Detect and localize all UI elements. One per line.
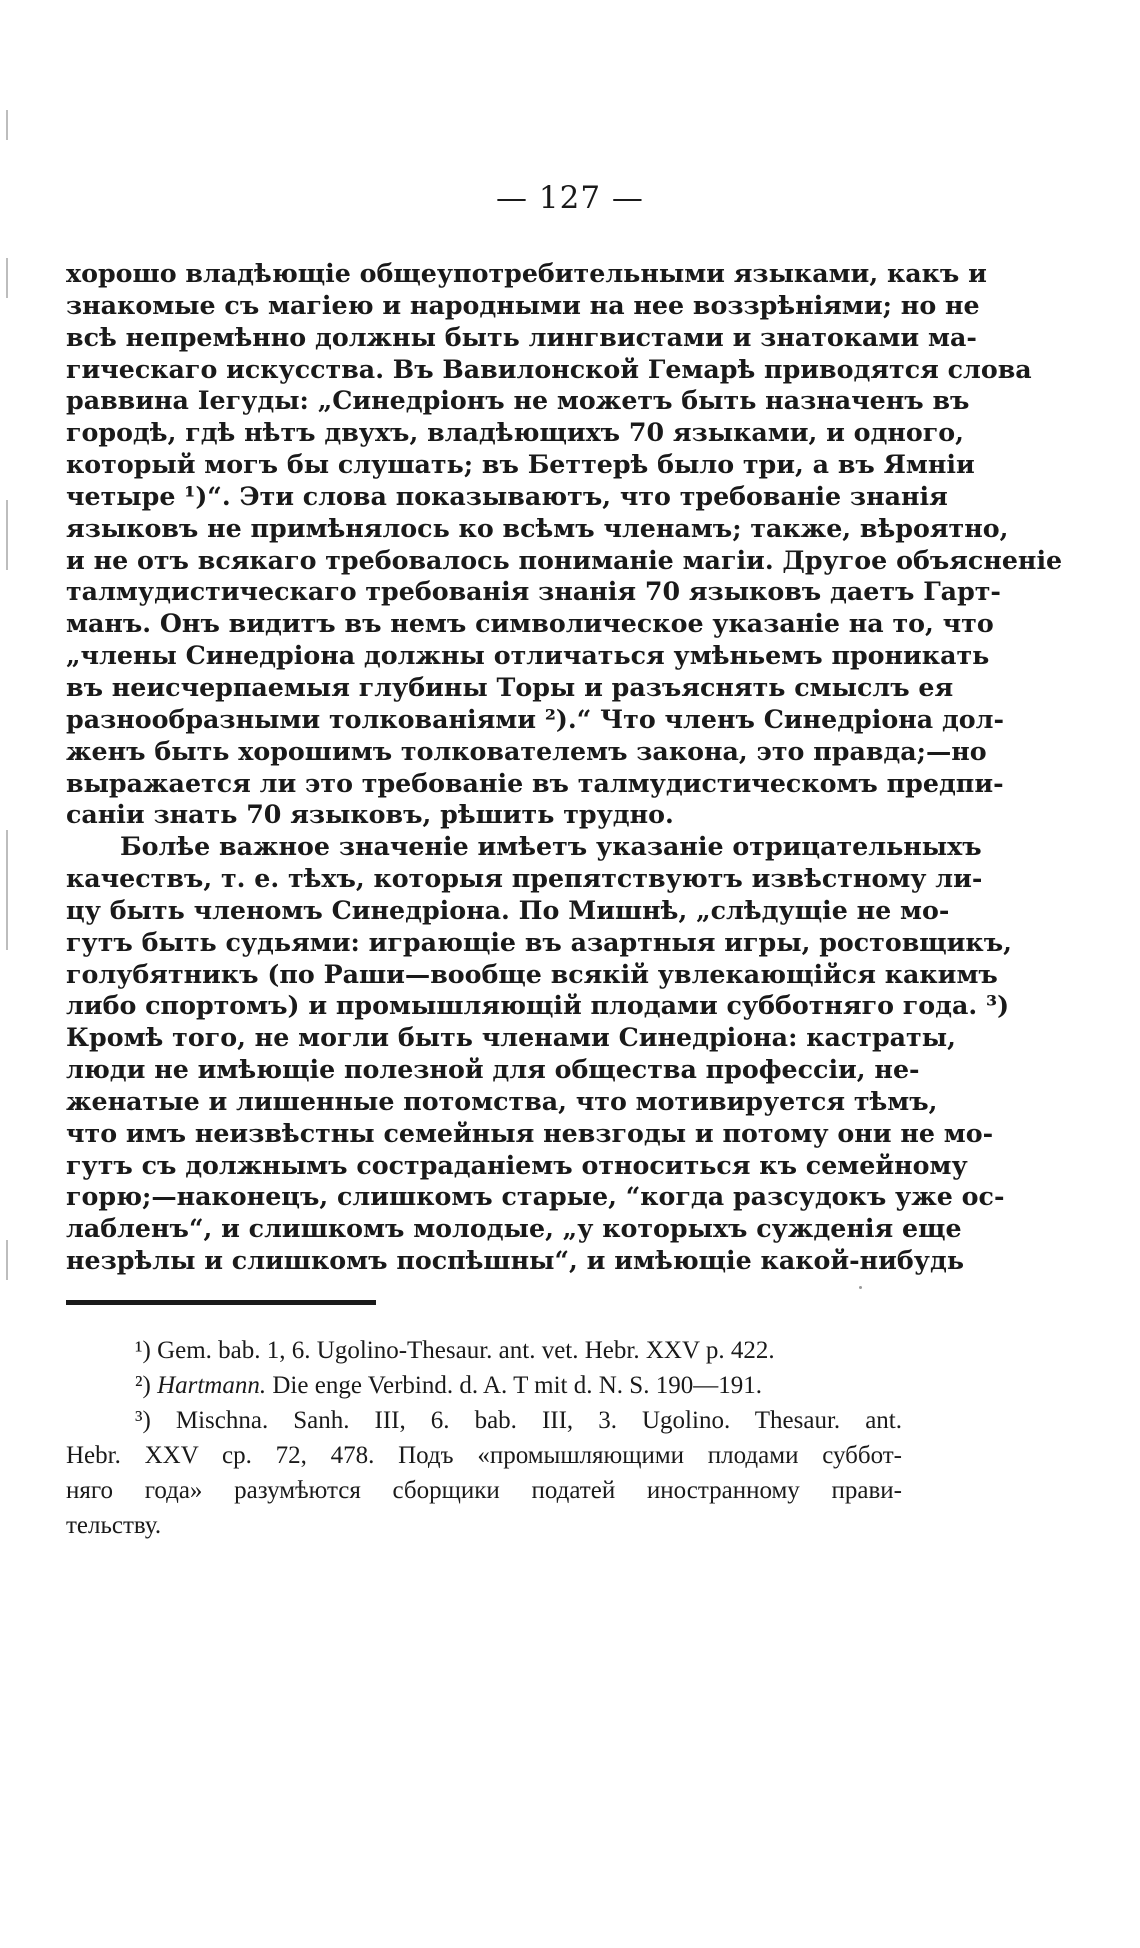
text-line: лабленъ“, и слишкомъ молодые, „у которыхъ сужденія еще <box>66 1213 962 1244</box>
text-line: качествъ, т. е. тѣхъ, которыя препятствуютъ извѣстному ли- <box>66 863 983 894</box>
text-line: что имъ неизвѣстны семейныя невзгоды и потому они не мо- <box>66 1117 994 1148</box>
text-line: манъ. Онъ видитъ въ немъ символическое указаніе на то, что <box>66 608 994 639</box>
footnote-1: ¹) Gem. bab. 1, 6. Ugolino-Thesaur. ant. vet. Hebr. XXV p. 422. <box>135 1337 775 1364</box>
page-number: — 127 — <box>496 180 644 216</box>
footnote-3-cont: Hebr. XXV ср. 72, 478. Подъ «промышляющими плодами суббот- <box>66 1442 902 1469</box>
footnote-2-text: Die enge Verbind. d. A. T mit d. N. S. 190—191. <box>272 1372 762 1399</box>
text-line: въ неисчерпаемыя глубины Торы и разъяснять смыслъ ея <box>66 671 954 702</box>
text-line: горю;—наконецъ, слишкомъ старые, “когда разсудокъ уже ос- <box>66 1181 1005 1212</box>
text-line: всѣ непремѣнно должны быть лингвистами и знатоками ма- <box>66 321 977 352</box>
text-line: разнообразными толкованіями ²).“ Что членъ Синедріона дол- <box>66 703 1005 734</box>
text-line: женъ быть хорошимъ толкователемъ закона, это правда;—но <box>66 735 987 766</box>
scan-speck <box>859 1286 862 1289</box>
text-line: который могъ бы слушать; въ Беттерѣ было три, а въ Ямніи <box>66 449 975 480</box>
footnote-3: ³) Mischna. Sanh. III, 6. bab. III, 3. Ugolino. Thesaur. ant. <box>135 1407 902 1434</box>
body-text <box>66 258 1063 1277</box>
footnote-rule <box>66 1300 376 1305</box>
text-line: талмудистическаго требованія знанія 70 языковъ даетъ Гарт- <box>66 576 1001 607</box>
text-line: незрѣлы и слишкомъ поспѣшны“, и имѣющіе какой-нибудь <box>66 1245 964 1276</box>
scan-edge-mark <box>6 1240 8 1280</box>
text-line: либо спортомъ) и промышляющій плодами субботняго года. ³) <box>66 990 1010 1021</box>
text-line: выражается ли это требованіе въ талмудистическомъ предпи- <box>66 767 1004 798</box>
text-line: знакомые съ магіею и народными на нее воззрѣніями; но не <box>66 289 980 320</box>
footnote-2 <box>66 1368 902 1403</box>
scan-edge-mark <box>6 110 8 140</box>
footnote-2-marker: ²) <box>135 1372 151 1399</box>
footnote-2-author: Hartmann. <box>157 1372 267 1399</box>
text-line: гическаго искусства. Въ Вавилонской Гемарѣ приводятся слова <box>66 353 1032 384</box>
text-line: и не отъ всякаго требовалось пониманіе магіи. Другое объясненіе <box>66 544 1063 575</box>
footnote-3-cont: няго года» разумѣются сборщики податей иностранному прави- <box>66 1477 902 1504</box>
footnotes <box>66 1333 902 1543</box>
text-line: гутъ быть судьями: играющіе въ азартныя игры, ростовщикъ, <box>66 926 1012 957</box>
text-line: раввина Іегуды: „Синедріонъ не можетъ быть назначенъ въ <box>66 385 970 416</box>
text-line: саніи знать 70 языковъ, рѣшить трудно. <box>66 799 674 830</box>
text-line: хорошо владѣющіе общеупотребительными языками, какъ и <box>66 258 987 288</box>
text-line: Кромѣ того, не могли быть членами Синедріона: кастраты, <box>66 1022 956 1053</box>
footnote-3-cont: тельству. <box>66 1512 162 1539</box>
text-line: голубятникъ (по Раши—вообще всякій увлекающійся какимъ <box>66 958 998 989</box>
scan-edge-mark <box>6 258 8 298</box>
text-line: городѣ, гдѣ нѣтъ двухъ, владѣющихъ 70 языками, и одного, <box>66 417 964 448</box>
text-line: женатые и лишенные потомства, что мотивируется тѣмъ, <box>66 1085 938 1116</box>
scan-edge-mark <box>6 500 8 570</box>
text-line: языковъ не примѣнялось ко всѣмъ членамъ; также, вѣроятно, <box>66 512 1009 543</box>
text-line: люди не имѣющіе полезной для общества профессіи, не- <box>66 1054 920 1085</box>
text-line: Болѣе важное значеніе имѣетъ указаніе отрицательныхъ <box>120 831 982 862</box>
text-line: четыре ¹)“. Эти слова показываютъ, что требованіе знанія <box>66 480 948 511</box>
scan-edge-mark <box>6 830 8 950</box>
text-line: цу быть членомъ Синедріона. По Мишнѣ, „слѣдущіе не мо- <box>66 894 950 925</box>
text-line: гутъ съ должнымъ состраданіемъ относиться къ семейному <box>66 1149 968 1180</box>
text-line: „члены Синедріона должны отличаться умѣньемъ проникать <box>66 640 990 671</box>
